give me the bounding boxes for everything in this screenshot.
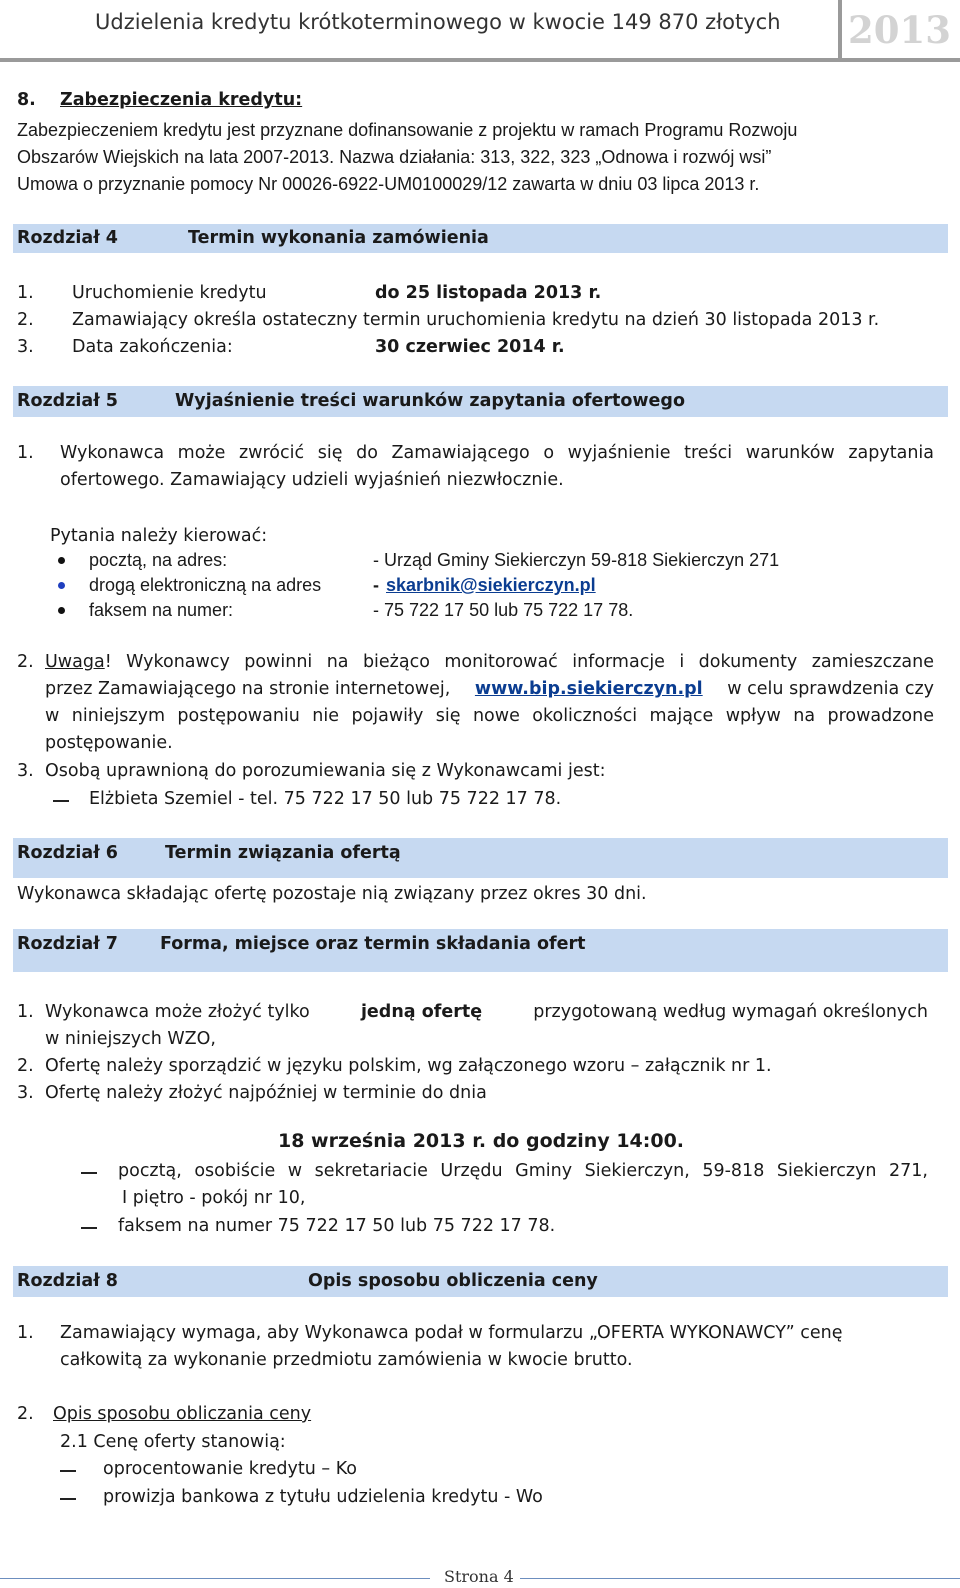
delivery-option-2: faksem na numer 75 722 17 50 lub 75 722 17 78. bbox=[118, 1216, 556, 1236]
dash-icon bbox=[53, 800, 69, 802]
chapter-8-subitem: 2.1 Cenę oferty stanowią: bbox=[60, 1432, 286, 1452]
chapter-7-item-3-number: 3. bbox=[17, 1083, 34, 1103]
chapter-7-item-1-line-2: w niniejszych WZO, bbox=[45, 1029, 216, 1049]
chapter-7-item-1-text-a: Wykonawca może złożyć tylko bbox=[45, 1002, 310, 1022]
contact-person: Elżbieta Szemiel - tel. 75 722 17 50 lub 75 722 17 78. bbox=[89, 789, 562, 809]
contact-email-link[interactable]: skarbnik@siekierczyn.pl bbox=[386, 575, 596, 595]
chapter-4-item-1-text: Uruchomienie kredytu bbox=[72, 283, 267, 303]
chapter-4-item-2-text: Zamawiający określa ostateczny termin uruchomienia kredytu na dzień 30 listopada 2013 r. bbox=[72, 310, 880, 330]
chapter-5-label: Rozdział 5 bbox=[17, 391, 118, 411]
chapter-5-para-3-number: 3. bbox=[17, 761, 34, 781]
page-number: Strona 4 bbox=[444, 1567, 514, 1586]
footer-line-right bbox=[520, 1578, 960, 1579]
chapter-5-para-3-text: Osobą uprawnioną do porozumiewania się z Wykonawcami jest: bbox=[45, 761, 606, 781]
chapter-8-item-1-line-1: Zamawiający wymaga, aby Wykonawca podał w formularzu „OFERTA WYKONAWCY” cenę bbox=[60, 1323, 843, 1343]
chapter-4-item-1-number: 1. bbox=[17, 283, 34, 303]
chapter-5-para-2-line-2-b: w celu sprawdzenia czy bbox=[727, 679, 934, 699]
contact-fax-label: faksem na numer: bbox=[89, 600, 234, 620]
chapter-4-label: Rozdział 4 bbox=[17, 228, 118, 248]
chapter-7-item-2-number: 2. bbox=[17, 1056, 34, 1076]
chapter-7-item-1-line-1 bbox=[45, 1002, 928, 1022]
chapter-8-item-2-title: Opis sposobu obliczania ceny bbox=[53, 1404, 312, 1424]
submission-deadline: 18 września 2013 r. do godziny 14:00. bbox=[278, 1130, 685, 1152]
chapter-6-label: Rozdział 6 bbox=[17, 843, 118, 863]
chapter-8-title: Opis sposobu obliczenia ceny bbox=[308, 1271, 598, 1291]
questions-title: Pytania należy kierować: bbox=[50, 526, 268, 546]
chapter-5-para-1-number: 1. bbox=[17, 443, 34, 463]
chapter-4-item-2-number: 2. bbox=[17, 310, 34, 330]
price-component-2: prowizja bankowa z tytułu udzielenia kredytu - Wo bbox=[103, 1487, 543, 1507]
chapter-5-title: Wyjaśnienie treści warunków zapytania ofertowego bbox=[175, 391, 685, 411]
chapter-7-item-1-number: 1. bbox=[17, 1002, 34, 1022]
section-8-line-2: Obszarów Wiejskich na lata 2007-2013. Nazwa działania: 313, 322, 323 „Odnowa i rozwój wsi” bbox=[17, 147, 772, 167]
uwaga-label: Uwaga bbox=[45, 652, 105, 672]
contact-post-value: - Urząd Gminy Siekierczyn 59-818 Siekierczyn 271 bbox=[373, 550, 780, 570]
chapter-4-item-3-text: Data zakończenia: bbox=[72, 337, 233, 357]
price-component-1: oprocentowanie kredytu – Ko bbox=[103, 1459, 358, 1479]
document-header-year: 2013 bbox=[848, 8, 951, 52]
chapter-6-text: Wykonawca składając ofertę pozostaje nią związany przez okres 30 dni. bbox=[17, 884, 647, 904]
section-8-title: Zabezpieczenia kredytu: bbox=[60, 90, 303, 110]
chapter-5-para-2-line-2 bbox=[45, 679, 934, 699]
dash-icon bbox=[60, 1498, 76, 1500]
chapter-7-item-2-text: Ofertę należy sporządzić w języku polskim, wg załączonego wzoru – załącznik nr 1. bbox=[45, 1056, 772, 1076]
chapter-8-label: Rozdział 8 bbox=[17, 1271, 118, 1291]
chapter-5-para-2-line-2-a: przez Zamawiającego na stronie internetowej, bbox=[45, 679, 451, 699]
chapter-5-para-2-line-1 bbox=[45, 652, 934, 672]
chapter-7-item-1-bold: jedną ofertę bbox=[360, 1002, 483, 1022]
section-8-line-3: Umowa o przyznanie pomocy Nr 00026-6922-UM0100029/12 zawarta w dniu 03 lipca 2013 r. bbox=[17, 174, 760, 194]
chapter-4-item-3-value: 30 czerwiec 2014 r. bbox=[375, 337, 565, 357]
chapter-4-item-3-number: 3. bbox=[17, 337, 34, 357]
chapter-5-para-1-line-1: Wykonawca może zwrócić się do Zamawiającego o wyjaśnienie treści warunków zapytania bbox=[60, 443, 934, 463]
document-header-title: Udzielenia kredytu krótkoterminowego w kwocie 149 870 złotych bbox=[95, 10, 781, 34]
chapter-4-item-1-value: do 25 listopada 2013 r. bbox=[375, 283, 602, 303]
chapter-8-item-1-number: 1. bbox=[17, 1323, 34, 1343]
chapter-7-item-3-text: Ofertę należy złożyć najpóźniej w terminie do dnia bbox=[45, 1083, 487, 1103]
bip-website-link[interactable]: www.bip.siekierczyn.pl bbox=[474, 679, 703, 699]
chapter-7-item-1-text-b: przygotowaną według wymagań określonych bbox=[533, 1002, 928, 1022]
chapter-4-title: Termin wykonania zamówienia bbox=[188, 228, 489, 248]
chapter-8-item-2-number: 2. bbox=[17, 1404, 34, 1424]
chapter-8-item-1-line-2: całkowitą za wykonanie przedmiotu zamówienia w kwocie brutto. bbox=[60, 1350, 633, 1370]
chapter-7-label: Rozdział 7 bbox=[17, 934, 118, 954]
chapter-5-para-2-line-4: postępowanie. bbox=[45, 733, 173, 753]
contact-email-prefix: - bbox=[373, 575, 379, 595]
contact-email-label: drogą elektroniczną na adres bbox=[89, 575, 322, 595]
section-8-line-1: Zabezpieczeniem kredytu jest przyznane dofinansowanie z projektu w ramach Programu Rozwoju bbox=[17, 120, 798, 140]
chapter-5-para-2-line-3: w niniejszym postępowaniu nie pojawiły się nowe okoliczności mające wpływ na prowadzone bbox=[45, 706, 934, 726]
delivery-option-1-line-2: I piętro - pokój nr 10, bbox=[122, 1188, 306, 1208]
chapter-7-title: Forma, miejsce oraz termin składania ofert bbox=[160, 934, 586, 954]
section-8-number: 8. bbox=[17, 90, 36, 110]
contact-fax-value: - 75 722 17 50 lub 75 722 17 78. bbox=[373, 600, 634, 620]
chapter-5-para-2-line-1-text: ! Wykonawcy powinni na bieżąco monitorować informacje i dokumenty zamieszczane bbox=[104, 652, 934, 672]
dash-icon bbox=[81, 1172, 97, 1174]
chapter-5-para-2-number: 2. bbox=[17, 652, 34, 672]
chapter-6-heading-band bbox=[13, 838, 948, 878]
chapter-6-title: Termin związania ofertą bbox=[165, 843, 401, 863]
contact-post-label: pocztą, na adres: bbox=[89, 550, 228, 570]
dash-icon bbox=[81, 1227, 97, 1229]
footer-line-left bbox=[0, 1578, 430, 1579]
bullet-icon bbox=[58, 582, 65, 589]
header-divider-horizontal bbox=[0, 58, 960, 62]
bullet-icon bbox=[58, 557, 65, 564]
chapter-5-para-1-line-2: ofertowego. Zamawiający udzieli wyjaśnień niezwłocznie. bbox=[60, 470, 564, 490]
delivery-option-1-line-1: pocztą, osobiście w sekretariacie Urzędu Gminy Siekierczyn, 59-818 Siekierczyn 271, bbox=[118, 1161, 928, 1181]
dash-icon bbox=[60, 1470, 76, 1472]
header-divider-vertical bbox=[838, 0, 842, 60]
bullet-icon bbox=[58, 607, 65, 614]
